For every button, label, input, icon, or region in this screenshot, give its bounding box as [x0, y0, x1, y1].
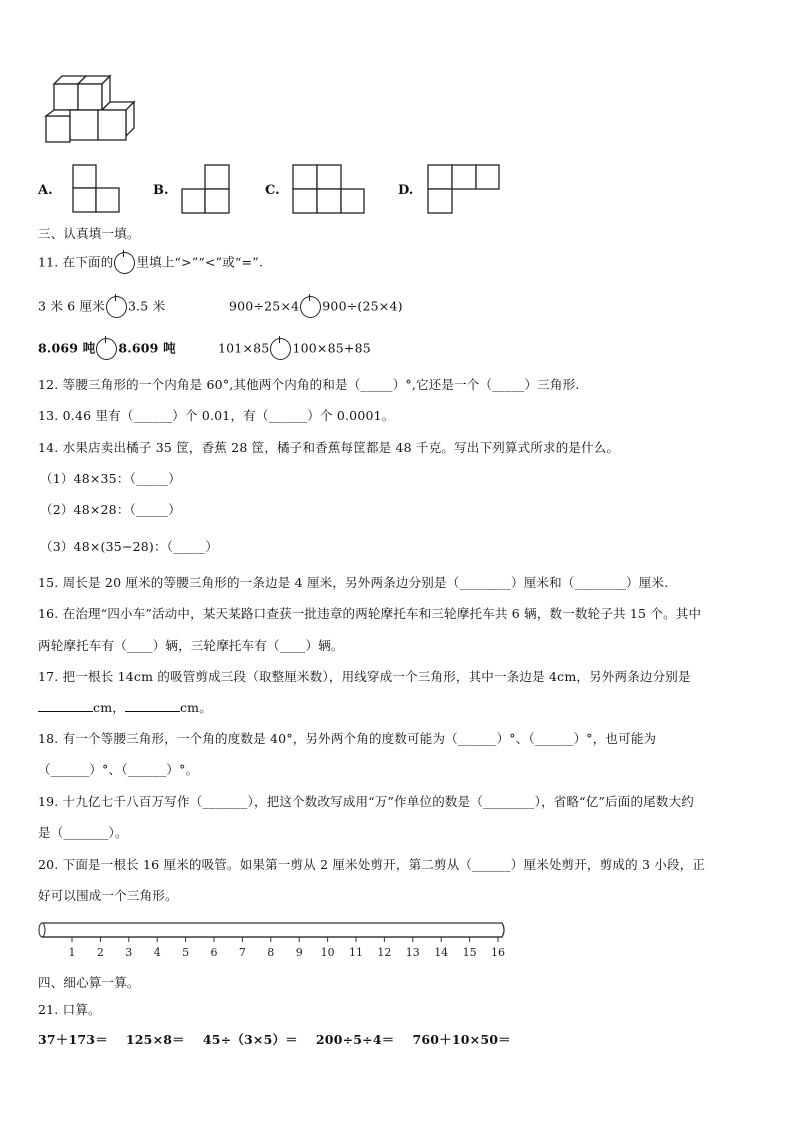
- blank-line[interactable]: [38, 700, 93, 712]
- q11-stem-pre: 11. 在下面的: [38, 254, 114, 270]
- straw-ruler: [36, 918, 506, 963]
- option-c-figure: [292, 164, 366, 216]
- question-19-line-2: 是（_______）。: [38, 825, 128, 840]
- q11-row1-left: 3 米 6 厘米 3.5 米: [38, 296, 165, 318]
- q11-row1-right: 900÷25×4 900÷(25×4): [229, 296, 403, 318]
- section-4-title: 四、细心算一算。: [38, 975, 140, 990]
- question-19-line-1: 19. 十九亿七千八百万写作（_______），把这个数改写成用“万”作单位的数是（________），省略“亿”后面的尾数大约: [38, 794, 694, 809]
- ruler-tick-label: 13: [405, 946, 420, 959]
- question-16-line-1: 16. 在治理“四小车”活动中，某天某路口查获一批违章的两轮摩托车和三轮摩托车共 6 辆，数一数轮子共 15 个。其中: [38, 606, 702, 621]
- ruler-tick-label: 4: [153, 946, 161, 959]
- question-14-part-3: （3）48×(35−28)：（_____）: [40, 539, 219, 554]
- option-d-figure: [427, 164, 501, 216]
- section-3-title: 三、认真填一填。: [38, 226, 140, 241]
- option-a-label: A.: [38, 183, 53, 198]
- q11-row2-right: 101×85 100×85+85: [218, 338, 371, 360]
- answer-circle[interactable]: [114, 252, 135, 274]
- q11-row2-left: 8.069 吨 8.609 吨: [38, 338, 176, 360]
- calc-item-2: 125×8＝: [125, 1032, 185, 1047]
- question-15: 15. 周长是 20 厘米的等腰三角形的一条边是 4 厘米，另外两条边分别是（________）厘米和（________）厘米.: [38, 575, 669, 590]
- calc-item-1: 37＋173＝: [38, 1032, 108, 1047]
- question-16-line-2: 两轮摩托车有（____）辆，三轮摩托车有（____）辆。: [38, 638, 344, 653]
- question-14-part-2: （2）48×28：（_____）: [40, 502, 181, 517]
- question-11-stem: [38, 252, 263, 274]
- question-20-line-1: 20. 下面是一根长 16 厘米的吸管。如果第一剪从 2 厘米处剪开，第二剪从（______）厘米处剪开，剪成的 3 小段，正: [38, 857, 706, 872]
- calc-item-4: 200÷5÷4＝: [315, 1032, 395, 1047]
- answer-circle[interactable]: [270, 338, 291, 360]
- q11-stem-post: 里填上“>”“<”或“=”.: [136, 254, 263, 270]
- cube-stack-figure: [40, 82, 135, 148]
- ruler-tick-label: 11: [349, 946, 363, 959]
- ruler-tick-label: 2: [96, 946, 104, 959]
- ruler-tick-label: 1: [68, 946, 76, 959]
- question-14-part-1: （1）48×35：（_____）: [40, 471, 181, 486]
- ruler-tick-label: 10: [320, 946, 335, 959]
- question-14-stem: 14. 水果店卖出橘子 35 筐，香蕉 28 筐，橘子和香蕉每筐都是 48 千克。写出下列算式所求的是什么。: [38, 440, 620, 455]
- ruler-tick-label: 7: [238, 946, 246, 959]
- question-20-line-2: 好可以围成一个三角形。: [38, 888, 178, 903]
- question-17-line-1: 17. 把一根长 14cm 的吸管剪成三段（取整厘米数），用线穿成一个三角形，其中一条边是 4cm，另外两条边分别是: [38, 669, 691, 684]
- ruler-tick-label: 9: [295, 946, 303, 959]
- ruler-tick-label: 14: [434, 946, 449, 959]
- question-18-line-2: （______）°、（______）°。: [38, 762, 199, 777]
- question-13: 13. 0.46 里有（______）个 0.01，有（______）个 0.0001。: [38, 408, 395, 423]
- ruler-tick-label: 15: [462, 946, 477, 959]
- calc-item-3: 45÷（3×5）＝: [202, 1032, 298, 1047]
- ruler-tick-label: 3: [125, 946, 133, 959]
- option-b-label: B.: [153, 183, 169, 198]
- question-21-stem: 21. 口算。: [38, 1002, 101, 1017]
- option-b-figure: [181, 164, 231, 216]
- option-d-label: D.: [398, 183, 414, 198]
- answer-circle[interactable]: [300, 296, 321, 318]
- ruler-tick-label: 5: [182, 946, 190, 959]
- ruler-tick-label: 16: [491, 946, 505, 959]
- question-21-items: [38, 1030, 511, 1048]
- question-18-line-1: 18. 有一个等腰三角形，一个角的度数是 40°，另外两个角的度数可能为（______）°、（______）°，也可能为: [38, 731, 657, 746]
- answer-circle[interactable]: [96, 338, 117, 360]
- question-17-line-2: cm， cm。: [38, 698, 212, 716]
- option-c-label: C.: [265, 183, 280, 198]
- straw-outline: [40, 923, 505, 937]
- ruler-tick-label: 6: [210, 946, 218, 959]
- calc-item-5: 760＋10×50＝: [412, 1032, 511, 1047]
- ruler-tick-label: 12: [377, 946, 392, 959]
- blank-line[interactable]: [125, 700, 180, 712]
- ruler-tick-label: 8: [267, 946, 275, 959]
- option-a-figure: [72, 164, 120, 214]
- answer-circle[interactable]: [106, 296, 127, 318]
- question-12: 12. 等腰三角形的一个内角是 60°,其他两个内角的和是（_____）°,它还是一个（_____）三角形.: [38, 377, 580, 392]
